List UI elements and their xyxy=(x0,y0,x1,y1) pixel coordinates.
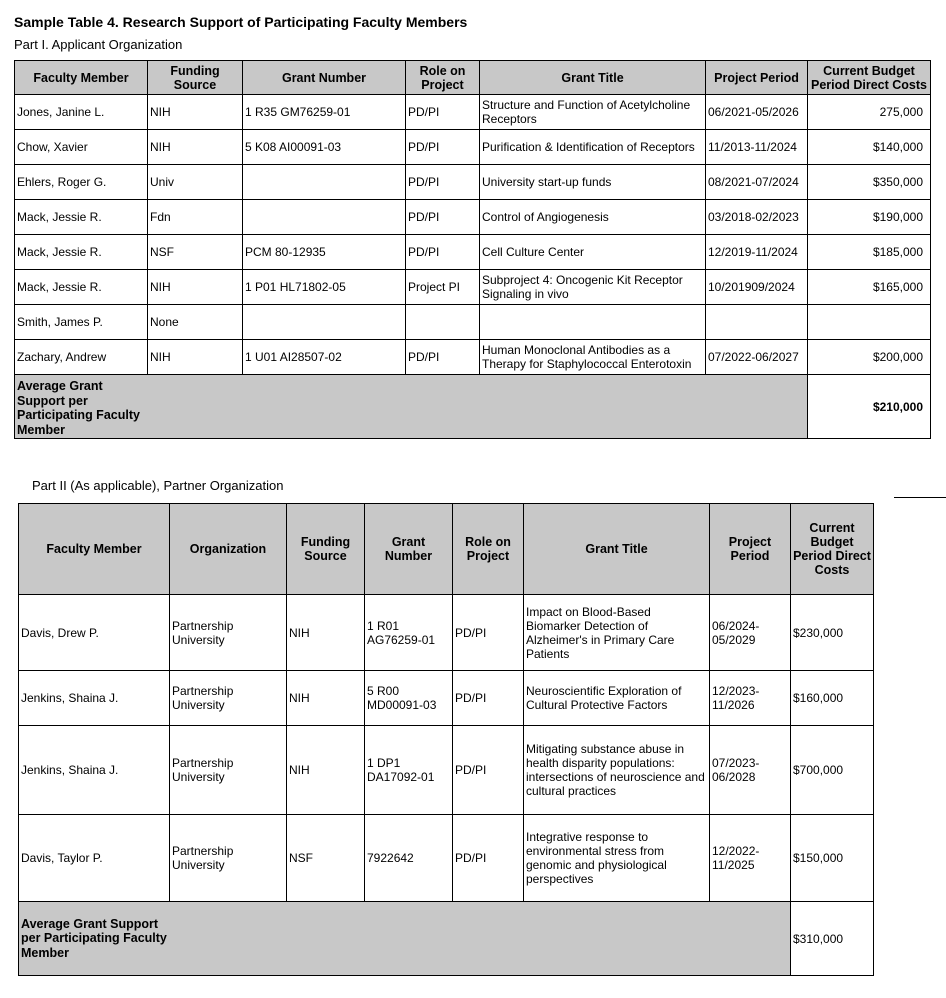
header-grant-number: Grant Number xyxy=(365,504,453,595)
average-row xyxy=(15,375,931,439)
header-direct-costs: Current Budget Period Direct Costs xyxy=(791,504,874,595)
average-row xyxy=(19,902,874,976)
table-row xyxy=(19,726,874,815)
grant-number-cell: 1 DP1 DA17092-01 xyxy=(365,726,453,815)
grant-title-cell: Subproject 4: Oncogenic Kit Receptor Signaling in vivo xyxy=(480,270,706,305)
header-role-on-project: Role on Project xyxy=(453,504,524,595)
table-row xyxy=(19,671,874,726)
table-row xyxy=(15,130,931,165)
funding-source-cell: NIH xyxy=(287,595,365,671)
role-cell: PD/PI xyxy=(453,595,524,671)
faculty-member-cell: Mack, Jessie R. xyxy=(15,235,148,270)
role-cell: PD/PI xyxy=(453,726,524,815)
average-label-cell xyxy=(15,375,808,439)
table-row xyxy=(15,340,931,375)
direct-costs-cell: $700,000 xyxy=(791,726,874,815)
average-value: $310,000 xyxy=(791,902,874,976)
table-header-row xyxy=(19,504,874,595)
funding-source-cell: Fdn xyxy=(148,200,243,235)
grant-number-cell: 1 R35 GM76259-01 xyxy=(243,95,406,130)
grant-number-cell: 5 K08 AI00091-03 xyxy=(243,130,406,165)
organization-cell: Partnership University xyxy=(170,595,287,671)
grant-title-cell: Integrative response to environmental stress from genomic and physiological perspectives xyxy=(524,815,710,902)
funding-source-cell: Univ xyxy=(148,165,243,200)
grant-title-cell: Neuroscientific Exploration of Cultural Protective Factors xyxy=(524,671,710,726)
role-cell: PD/PI xyxy=(453,815,524,902)
table-row xyxy=(15,165,931,200)
grant-number-cell: PCM 80-12935 xyxy=(243,235,406,270)
organization-cell: Partnership University xyxy=(170,671,287,726)
direct-costs-cell: 275,000 xyxy=(808,95,931,130)
project-period-cell: 07/2023-06/2028 xyxy=(710,726,791,815)
table-row xyxy=(15,305,931,340)
header-direct-costs: Current Budget Period Direct Costs xyxy=(808,61,931,95)
grant-title-cell: Impact on Blood-Based Biomarker Detection of Alzheimer's in Primary Care Patients xyxy=(524,595,710,671)
funding-source-cell: NIH xyxy=(148,270,243,305)
faculty-member-cell: Jones, Janine L. xyxy=(15,95,148,130)
funding-source-cell: NIH xyxy=(148,340,243,375)
direct-costs-cell: $165,000 xyxy=(808,270,931,305)
table-row xyxy=(15,270,931,305)
faculty-member-cell: Ehlers, Roger G. xyxy=(15,165,148,200)
role-cell: PD/PI xyxy=(406,130,480,165)
grant-number-cell xyxy=(243,305,406,340)
organization-cell: Partnership University xyxy=(170,726,287,815)
header-role-on-project: Role on Project xyxy=(406,61,480,95)
divider xyxy=(894,497,946,498)
grant-number-cell: 7922642 xyxy=(365,815,453,902)
organization-cell: Partnership University xyxy=(170,815,287,902)
faculty-member-cell: Mack, Jessie R. xyxy=(15,200,148,235)
project-period-cell: 07/2022-06/2027 xyxy=(706,340,808,375)
faculty-member-cell: Smith, James P. xyxy=(15,305,148,340)
grant-title-cell: Purification & Identification of Receptors xyxy=(480,130,706,165)
project-period-cell: 12/2019-11/2024 xyxy=(706,235,808,270)
document-title: Sample Table 4. Research Support of Participating Faculty Members xyxy=(14,14,468,30)
grant-title-cell: Control of Angiogenesis xyxy=(480,200,706,235)
direct-costs-cell xyxy=(808,305,931,340)
header-grant-number: Grant Number xyxy=(243,61,406,95)
grant-title-cell: University start-up funds xyxy=(480,165,706,200)
grant-number-cell: 1 R01 AG76259-01 xyxy=(365,595,453,671)
grant-number-cell: 1 U01 AI28507-02 xyxy=(243,340,406,375)
table-row xyxy=(19,595,874,671)
funding-source-cell: NSF xyxy=(287,815,365,902)
project-period-cell: 11/2013-11/2024 xyxy=(706,130,808,165)
grant-title-cell: Mitigating substance abuse in health disparity populations: intersections of neuroscience and cultural practices xyxy=(524,726,710,815)
funding-source-cell: NSF xyxy=(148,235,243,270)
average-label: Average Grant Support per Participating Faculty Member xyxy=(21,916,167,960)
grant-number-cell xyxy=(243,200,406,235)
faculty-member-cell: Jenkins, Shaina J. xyxy=(19,671,170,726)
role-cell: PD/PI xyxy=(453,671,524,726)
funding-source-cell: NIH xyxy=(148,95,243,130)
project-period-cell xyxy=(706,305,808,340)
header-project-period: Project Period xyxy=(710,504,791,595)
header-organization: Organization xyxy=(170,504,287,595)
role-cell: PD/PI xyxy=(406,165,480,200)
project-period-cell: 06/2021-05/2026 xyxy=(706,95,808,130)
faculty-member-cell: Davis, Drew P. xyxy=(19,595,170,671)
funding-source-cell: NIH xyxy=(287,671,365,726)
direct-costs-cell: $160,000 xyxy=(791,671,874,726)
grant-number-cell xyxy=(243,165,406,200)
table-row xyxy=(19,815,874,902)
direct-costs-cell: $140,000 xyxy=(808,130,931,165)
header-grant-title: Grant Title xyxy=(524,504,710,595)
faculty-member-cell: Zachary, Andrew xyxy=(15,340,148,375)
faculty-member-cell: Jenkins, Shaina J. xyxy=(19,726,170,815)
average-label-cell xyxy=(19,902,791,976)
part1-subtitle: Part I. Applicant Organization xyxy=(14,37,183,52)
funding-source-cell: NIH xyxy=(148,130,243,165)
average-label: Average Grant Support per Participating Faculty Member xyxy=(17,379,140,437)
header-grant-title: Grant Title xyxy=(480,61,706,95)
table-header-row xyxy=(15,61,931,95)
header-project-period: Project Period xyxy=(706,61,808,95)
grant-title-cell xyxy=(480,305,706,340)
faculty-member-cell: Davis, Taylor P. xyxy=(19,815,170,902)
project-period-cell: 08/2021-07/2024 xyxy=(706,165,808,200)
role-cell: PD/PI xyxy=(406,235,480,270)
role-cell: Project PI xyxy=(406,270,480,305)
direct-costs-cell: $185,000 xyxy=(808,235,931,270)
funding-source-cell: None xyxy=(148,305,243,340)
header-funding-source: Funding Source xyxy=(287,504,365,595)
applicant-organization-table xyxy=(14,60,931,439)
grant-number-cell: 1 P01 HL71802-05 xyxy=(243,270,406,305)
role-cell: PD/PI xyxy=(406,340,480,375)
role-cell: PD/PI xyxy=(406,95,480,130)
grant-number-cell: 5 R00 MD00091-03 xyxy=(365,671,453,726)
direct-costs-cell: $150,000 xyxy=(791,815,874,902)
average-value: $210,000 xyxy=(808,375,931,439)
header-funding-source: Funding Source xyxy=(148,61,243,95)
header-faculty-member: Faculty Member xyxy=(19,504,170,595)
table-row xyxy=(15,200,931,235)
role-cell xyxy=(406,305,480,340)
project-period-cell: 12/2023-11/2026 xyxy=(710,671,791,726)
direct-costs-cell: $200,000 xyxy=(808,340,931,375)
table-row xyxy=(15,95,931,130)
grant-title-cell: Structure and Function of Acetylcholine Receptors xyxy=(480,95,706,130)
funding-source-cell: NIH xyxy=(287,726,365,815)
project-period-cell: 10/201909/2024 xyxy=(706,270,808,305)
partner-organization-table xyxy=(18,503,874,976)
project-period-cell: 03/2018-02/2023 xyxy=(706,200,808,235)
header-faculty-member: Faculty Member xyxy=(15,61,148,95)
direct-costs-cell: $350,000 xyxy=(808,165,931,200)
project-period-cell: 06/2024-05/2029 xyxy=(710,595,791,671)
faculty-member-cell: Chow, Xavier xyxy=(15,130,148,165)
grant-title-cell: Human Monoclonal Antibodies as a Therapy for Staphylococcal Enterotoxin xyxy=(480,340,706,375)
project-period-cell: 12/2022-11/2025 xyxy=(710,815,791,902)
faculty-member-cell: Mack, Jessie R. xyxy=(15,270,148,305)
direct-costs-cell: $230,000 xyxy=(791,595,874,671)
role-cell: PD/PI xyxy=(406,200,480,235)
table-row xyxy=(15,235,931,270)
direct-costs-cell: $190,000 xyxy=(808,200,931,235)
grant-title-cell: Cell Culture Center xyxy=(480,235,706,270)
part2-subtitle: Part II (As applicable), Partner Organization xyxy=(32,478,284,493)
